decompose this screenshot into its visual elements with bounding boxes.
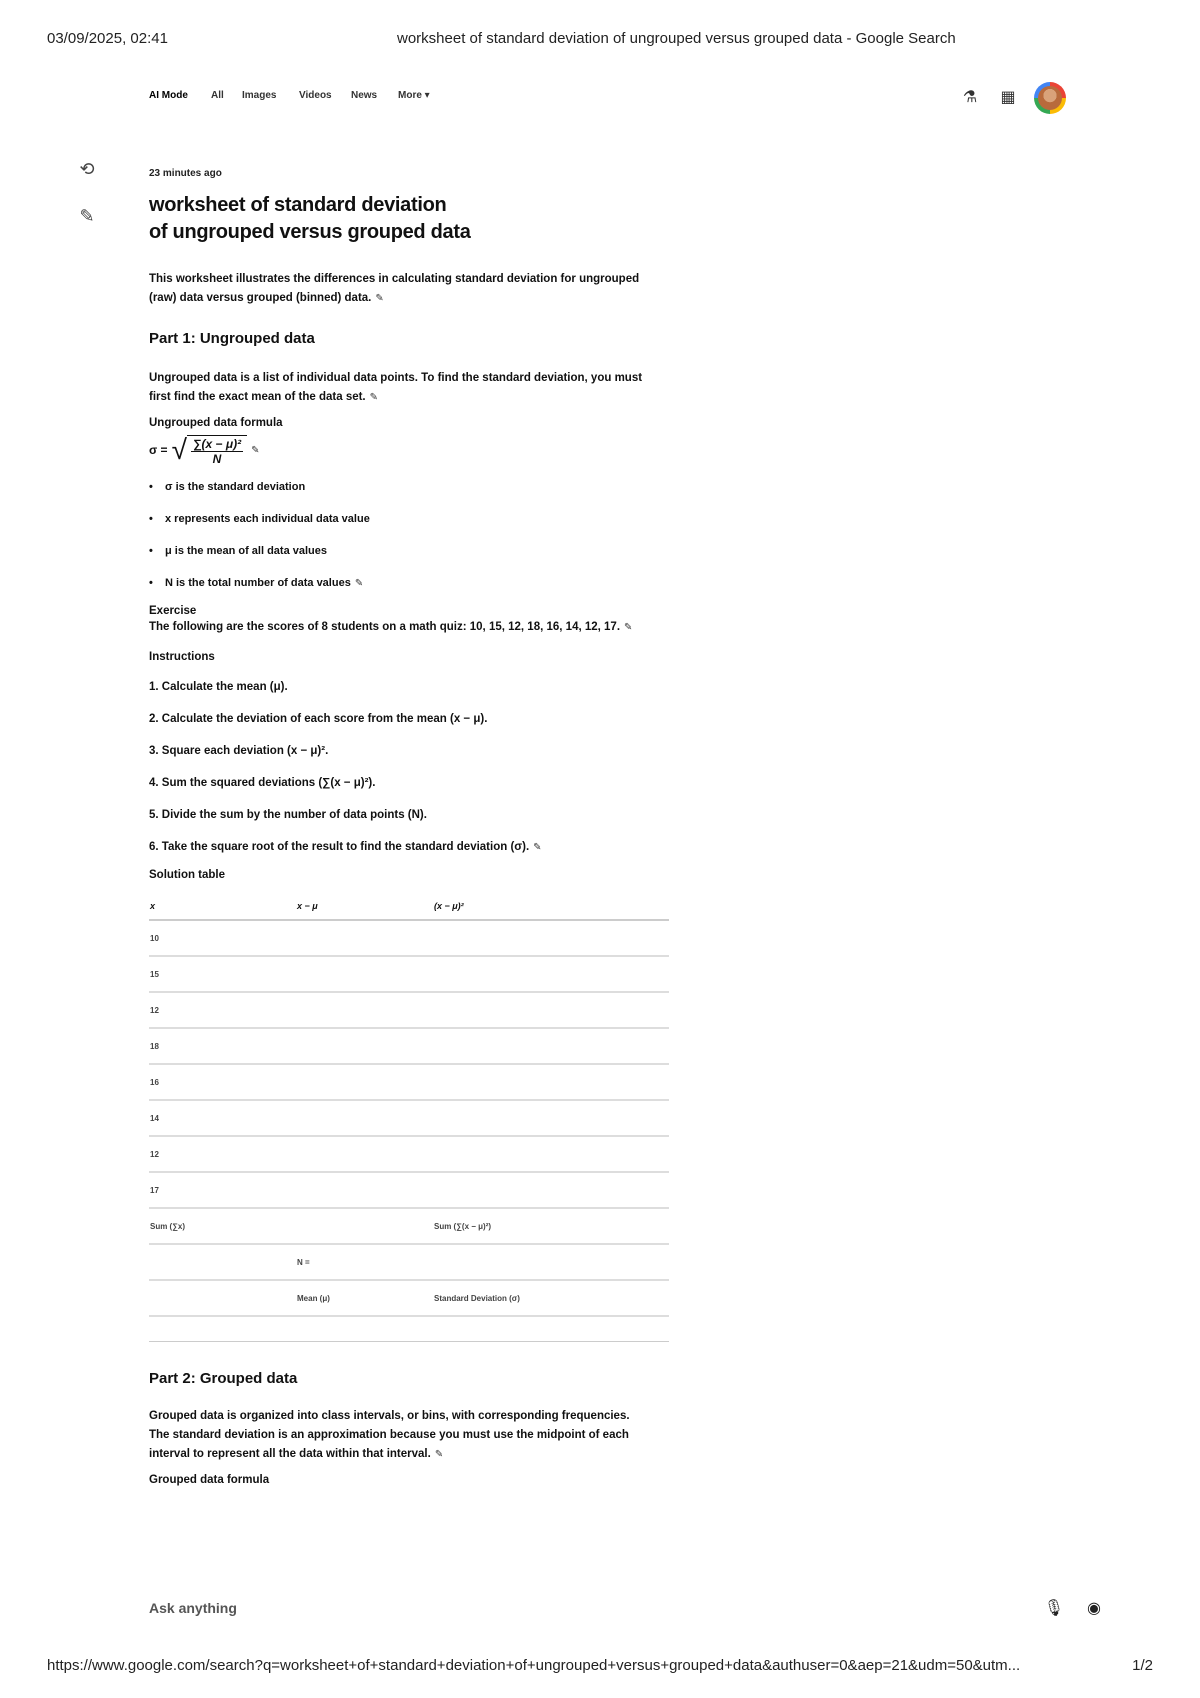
n-label: N =	[296, 1244, 433, 1280]
section-divider	[149, 1341, 669, 1342]
mic-icon[interactable]: 🎙	[1043, 1600, 1064, 1617]
cell-x: 15	[149, 956, 296, 992]
table-row	[149, 992, 669, 1028]
apps-grid-icon[interactable]: ▦	[1000, 89, 1016, 106]
print-footer	[47, 1657, 1153, 1677]
print-header	[47, 30, 1153, 52]
table-row	[149, 920, 669, 956]
edit-icon[interactable]: ✎	[533, 842, 542, 853]
solution-table	[149, 893, 669, 1317]
cell-x: 10	[149, 920, 296, 956]
part1-desc-line-2: first find the exact mean of the data set.	[149, 391, 366, 403]
part1-desc-line-1: Ungrouped data is a list of individual data points. To find the standard deviation, you must	[149, 372, 643, 384]
cell-squared	[433, 1028, 669, 1064]
tab-videos[interactable]: Videos	[299, 90, 332, 101]
formula-lhs: σ =	[149, 443, 168, 457]
sum-squared-label: Sum (∑(x − μ)²)	[433, 1208, 669, 1244]
empty-cell	[149, 1244, 296, 1280]
list-item: 1. Calculate the mean (μ).	[149, 681, 288, 693]
tab-images[interactable]: Images	[242, 90, 277, 101]
edit-icon[interactable]: ✎	[79, 206, 95, 226]
exercise-text	[149, 621, 669, 633]
edit-icon[interactable]: ✎	[434, 1449, 444, 1460]
print-page-title: worksheet of standard deviation of ungrouped versus grouped data - Google Search	[397, 30, 956, 47]
edit-icon[interactable]: ✎	[369, 392, 379, 403]
cell-squared	[433, 1136, 669, 1172]
cell-deviation	[296, 1100, 433, 1136]
cell-squared	[433, 920, 669, 956]
intro-line-2: (raw) data versus grouped (binned) data.	[149, 292, 372, 304]
part2-heading: Part 2: Grouped data	[149, 1370, 298, 1387]
table-row	[149, 1136, 669, 1172]
table-row	[149, 956, 669, 992]
intro-line-1: This worksheet illustrates the differences in calculating standard deviation for ungrouped	[149, 273, 640, 285]
cell-deviation	[296, 1172, 433, 1208]
instructions-label: Instructions	[149, 651, 215, 663]
cell-deviation	[296, 1136, 433, 1172]
cell-squared	[433, 992, 669, 1028]
list-item: 5. Divide the sum by the number of data points (N).	[149, 809, 427, 821]
cell-x: 17	[149, 1172, 296, 1208]
edit-icon[interactable]: ✎	[354, 578, 364, 589]
formula-numerator: ∑(x − μ)²	[192, 436, 242, 451]
page-number: 1/2	[1132, 1657, 1153, 1674]
table-row	[149, 1172, 669, 1208]
mean-label: Mean (μ)	[296, 1280, 433, 1316]
cell-x: 14	[149, 1100, 296, 1136]
tab-all[interactable]: All	[211, 90, 224, 101]
title-line-1: worksheet of standard deviation	[149, 194, 447, 216]
print-url: https://www.google.com/search?q=worksheet+of+standard+deviation+of+ungrouped+versus+grouped+data&authuser=0&aep=21&udm=50&utm...	[47, 1657, 1021, 1674]
header-actions	[960, 82, 1070, 114]
table-row	[149, 1064, 669, 1100]
square-root	[172, 435, 248, 466]
history-icon[interactable]: ⟲	[79, 159, 95, 179]
list-item: • x represents each individual data value	[149, 509, 669, 541]
list-item: 2. Calculate the deviation of each score from the mean (x − μ).	[149, 713, 488, 725]
lens-icon[interactable]: ◉	[1087, 1600, 1101, 1617]
exercise-body: The following are the scores of 8 students on a math quiz: 10, 15, 12, 18, 16, 14, 12, 17.	[149, 621, 621, 633]
ungrouped-formula-label: Ungrouped data formula	[149, 417, 283, 429]
part1-description	[149, 369, 669, 407]
list-item	[149, 837, 669, 869]
cell-deviation	[296, 956, 433, 992]
grouped-formula-label: Grouped data formula	[149, 1474, 270, 1486]
sum-x-label: Sum (∑x)	[149, 1208, 296, 1244]
instruction-steps	[149, 677, 669, 869]
tab-more[interactable]: More ▾	[398, 90, 430, 101]
table-row	[149, 1244, 669, 1280]
list-item: 4. Sum the squared deviations (∑(x − μ)²).	[149, 777, 376, 789]
edit-icon[interactable]: ✎	[251, 444, 260, 456]
ai-response	[149, 168, 669, 1486]
formula-denominator: N	[212, 451, 222, 466]
cell-squared	[433, 1100, 669, 1136]
page-title	[149, 192, 669, 246]
cell-deviation	[296, 992, 433, 1028]
cell-deviation	[296, 920, 433, 956]
tab-ai-mode[interactable]: AI Mode	[149, 90, 188, 101]
standard-deviation-label: Standard Deviation (σ)	[433, 1280, 669, 1316]
list-item: • μ is the mean of all data values	[149, 541, 669, 573]
table-row	[149, 1280, 669, 1316]
radical-sign-icon: √	[171, 434, 187, 465]
empty-cell	[149, 1280, 296, 1316]
table-row	[149, 1100, 669, 1136]
table-header-row	[149, 893, 669, 920]
ask-input-placeholder[interactable]: Ask anything	[149, 1600, 237, 1616]
edit-icon[interactable]: ✎	[624, 622, 633, 633]
part2-description	[149, 1407, 669, 1464]
ungrouped-formula	[149, 429, 669, 471]
cell-deviation	[296, 1064, 433, 1100]
list-item: • σ is the standard deviation	[149, 477, 669, 509]
table-row	[149, 1028, 669, 1064]
list-item: 3. Square each deviation (x − μ)².	[149, 745, 329, 757]
cell-squared	[433, 1172, 669, 1208]
title-line-2: of ungrouped versus grouped data	[149, 221, 471, 243]
empty-cell	[296, 1208, 433, 1244]
step-text: 6. Take the square root of the result to find the standard deviation (σ).	[149, 841, 530, 853]
list-item	[149, 573, 669, 605]
avatar[interactable]	[1034, 82, 1066, 114]
part1-heading: Part 1: Ungrouped data	[149, 330, 315, 347]
column-header-squared: (x − μ)²	[433, 893, 669, 920]
response-timestamp: 23 minutes ago	[149, 168, 222, 179]
cell-x: 18	[149, 1028, 296, 1064]
part2-desc-line-2: The standard deviation is an approximation because you must use the midpoint of each	[149, 1429, 629, 1441]
edit-icon[interactable]: ✎	[375, 293, 384, 304]
exercise-label: Exercise	[149, 605, 197, 617]
cell-x: 12	[149, 1136, 296, 1172]
column-header-x: x	[149, 893, 296, 920]
cell-x: 12	[149, 992, 296, 1028]
cell-squared	[433, 956, 669, 992]
cell-x: 16	[149, 1064, 296, 1100]
cell-deviation	[296, 1028, 433, 1064]
definition-text: N is the total number of data values	[165, 577, 351, 589]
flask-icon[interactable]: ⚗	[962, 89, 978, 106]
table-row	[149, 1208, 669, 1244]
ask-input-bar[interactable]	[149, 1598, 1109, 1622]
empty-cell	[433, 1244, 669, 1280]
part2-desc-line-1: Grouped data is organized into class intervals, or bins, with corresponding frequencies.	[149, 1410, 630, 1422]
intro-text	[149, 270, 669, 308]
formula-fraction	[187, 435, 247, 466]
part2-desc-line-3: interval to represent all the data within that interval.	[149, 1448, 431, 1460]
cell-squared	[433, 1064, 669, 1100]
formula-definitions	[149, 477, 669, 605]
print-date: 03/09/2025, 02:41	[47, 30, 168, 47]
column-header-deviation: x − μ	[296, 893, 433, 920]
solution-table-label: Solution table	[149, 869, 226, 881]
tab-news[interactable]: News	[351, 90, 378, 101]
